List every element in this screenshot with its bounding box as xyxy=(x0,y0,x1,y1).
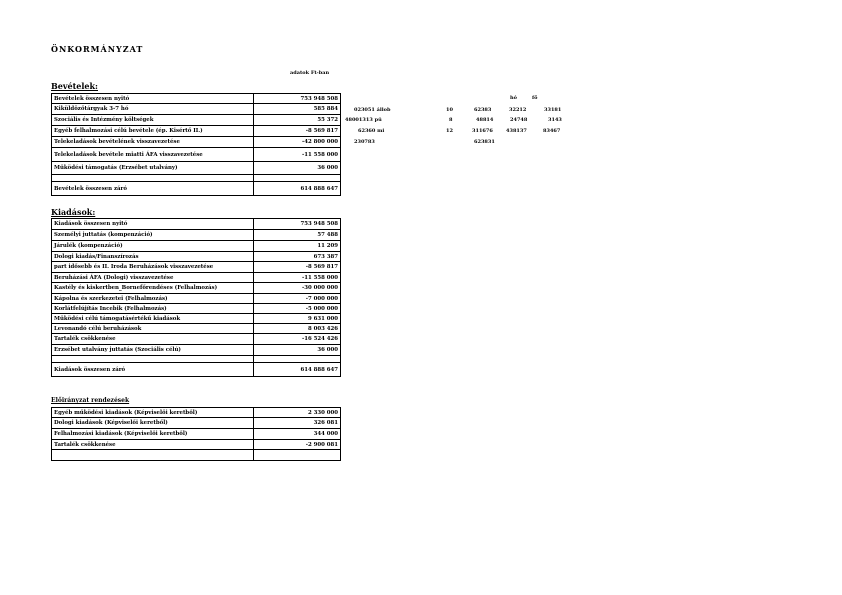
expenses-row-label: Működési célú támogatásértékű kiadások xyxy=(52,314,254,324)
income-row-label xyxy=(52,175,254,182)
transfers-row-value xyxy=(254,450,341,461)
income-row xyxy=(52,162,341,175)
expenses-row xyxy=(52,273,341,283)
aux-r1-c2: 10 xyxy=(446,107,453,113)
aux-r2-c1: 48001313 pü xyxy=(345,117,382,123)
expenses-row xyxy=(52,262,341,273)
income-row-value: 614 888 647 xyxy=(254,182,341,196)
expenses-row xyxy=(52,294,341,304)
aux-r3-c1: 62360 mi xyxy=(358,128,385,134)
income-table xyxy=(51,93,341,196)
expenses-row-label xyxy=(52,356,254,363)
income-row-value: -11 558 000 xyxy=(254,148,341,162)
expenses-row xyxy=(52,334,341,345)
aux-r2-c5: 3143 xyxy=(548,117,562,123)
transfers-row xyxy=(52,440,341,450)
expenses-row xyxy=(52,314,341,324)
expenses-row-label: Tartalék csökkenése xyxy=(52,334,254,345)
aux-r1-c1: 023051 állob xyxy=(354,107,391,113)
transfers-row-value: 344 000 xyxy=(254,429,341,440)
aux-r1-c5: 33181 xyxy=(544,107,562,113)
transfers-row-label: Dologi kiadások (Képviselői keretből) xyxy=(52,418,254,429)
transfers-row-value: 326 081 xyxy=(254,418,341,429)
expenses-row-value: -5 000 000 xyxy=(254,304,341,314)
expenses-row-value: -8 569 817 xyxy=(254,262,341,273)
expenses-row xyxy=(52,230,341,241)
aux-header-person: fő xyxy=(532,95,538,101)
aux-r1-c4: 32212 xyxy=(509,107,527,113)
expenses-row xyxy=(52,252,341,262)
income-row-value: -8 569 817 xyxy=(254,126,341,137)
transfers-row-label xyxy=(52,450,254,461)
income-row xyxy=(52,115,341,126)
expenses-row xyxy=(52,324,341,334)
aux-r2-c4: 24748 xyxy=(510,117,528,123)
transfers-row-label: Tartalék csökkenése xyxy=(52,440,254,450)
transfers-row-value: -2 900 081 xyxy=(254,440,341,450)
aux-header-month: hó xyxy=(510,95,517,101)
expenses-row-label: Korlátfelújítás Incebik (Felhalmozás) xyxy=(52,304,254,314)
expenses-row-label: Beruházási ÁFA (Dologi) visszavezetése xyxy=(52,273,254,283)
aux-r3-c2: 12 xyxy=(446,128,453,134)
transfers-row xyxy=(52,450,341,461)
transfers-heading: Előirányzat rendezések xyxy=(51,397,130,404)
expenses-row xyxy=(52,363,341,377)
income-row xyxy=(52,137,341,148)
aux-r2-c3: 48814 xyxy=(476,117,494,123)
income-row-value xyxy=(254,175,341,182)
income-row-label: Telekeladások bevételének visszavezetése xyxy=(52,137,254,148)
unit-note: adatok Ft-ban xyxy=(290,70,330,76)
expenses-row-value: 57 488 xyxy=(254,230,341,241)
transfers-table xyxy=(51,407,341,461)
expenses-row-value: 8 003 426 xyxy=(254,324,341,334)
transfers-row xyxy=(52,408,341,418)
expenses-row xyxy=(52,219,341,230)
expenses-row-label: Személyi juttatás (kompenzáció) xyxy=(52,230,254,241)
income-row-value: 753 948 508 xyxy=(254,94,341,104)
expenses-row-label: Levonandó célú beruházások xyxy=(52,324,254,334)
transfers-row-label: Egyéb működési kiadások (Képviselői keretből) xyxy=(52,408,254,418)
expenses-row xyxy=(52,241,341,252)
expenses-row-value: 753 948 508 xyxy=(254,219,341,230)
expenses-row-label: Erzsébet utalvány juttatás (Szociális célú) xyxy=(52,345,254,356)
expenses-row-label: Kápolna és szerkezetei (Felhalmozás) xyxy=(52,294,254,304)
aux-r4-c1: 230783 xyxy=(354,139,375,145)
expenses-row xyxy=(52,356,341,363)
aux-r3-c4: 438137 xyxy=(506,128,527,134)
income-row-value: -42 800 000 xyxy=(254,137,341,148)
expenses-row xyxy=(52,283,341,294)
expenses-row xyxy=(52,304,341,314)
income-heading: Bevételek: xyxy=(51,81,98,91)
expenses-table xyxy=(51,218,341,377)
income-row-label: Kiküldözőtárgyak 3-7 hó xyxy=(52,104,254,115)
document-title: ÖNKORMÁNYZAT xyxy=(51,44,144,54)
income-row xyxy=(52,126,341,137)
income-row-label: Bevételek összesen nyitó xyxy=(52,94,254,104)
expenses-row-value: 9 631 000 xyxy=(254,314,341,324)
expenses-row-label: Dologi kiadás/Finanszírozás xyxy=(52,252,254,262)
income-row-label: Működési támogatás (Erzsébet utalvány) xyxy=(52,162,254,175)
expenses-row-value: 11 209 xyxy=(254,241,341,252)
income-row-label: Egyéb felhalmozási célú bevétele (ép. Kisértő II.) xyxy=(52,126,254,137)
expenses-row-label: Kastély és kiskertben_Bornefőrendéses (Felhalmozás) xyxy=(52,283,254,294)
transfers-row xyxy=(52,418,341,429)
expenses-row-value: 36 000 xyxy=(254,345,341,356)
income-row-label: Bevételek összesen záró xyxy=(52,182,254,196)
expenses-row-value: -11 558 000 xyxy=(254,273,341,283)
income-row xyxy=(52,94,341,104)
aux-r3-c5: 83467 xyxy=(543,128,561,134)
aux-r4-c2: 623831 xyxy=(474,139,495,145)
income-row xyxy=(52,182,341,196)
expenses-row-value: -16 524 426 xyxy=(254,334,341,345)
aux-r3-c3: 311676 xyxy=(472,128,493,134)
transfers-row-value: 2 330 000 xyxy=(254,408,341,418)
expenses-row-value xyxy=(254,356,341,363)
income-row-value: 36 000 xyxy=(254,162,341,175)
transfers-row xyxy=(52,429,341,440)
expenses-row-value: -30 000 000 xyxy=(254,283,341,294)
expenses-row-value: -7 000 000 xyxy=(254,294,341,304)
income-row-label: Szociális és Intézmény költségek xyxy=(52,115,254,126)
expenses-row-value: 614 888 647 xyxy=(254,363,341,377)
expenses-row-label: Járulék (kompenzáció) xyxy=(52,241,254,252)
income-row-value: 55 372 xyxy=(254,115,341,126)
income-row-value: 585 884 xyxy=(254,104,341,115)
income-row xyxy=(52,175,341,182)
income-row xyxy=(52,148,341,162)
income-row-label: Telekeladások bevétele miatti ÁFA visszavezetése xyxy=(52,148,254,162)
aux-r2-c2: 8 xyxy=(449,117,453,123)
aux-r1-c3: 62383 xyxy=(474,107,492,113)
expenses-heading: Kiadások: xyxy=(51,207,96,217)
expenses-row-label: Kiadások összesen nyitó xyxy=(52,219,254,230)
expenses-row-value: 673 387 xyxy=(254,252,341,262)
expenses-row xyxy=(52,345,341,356)
income-row xyxy=(52,104,341,115)
expenses-row-label: part idősebb és II. Iroda Beruházások visszavezetése xyxy=(52,262,254,273)
expenses-row-label: Kiadások összesen záró xyxy=(52,363,254,377)
transfers-row-label: Felhalmozási kiadások (Képviselői keretből) xyxy=(52,429,254,440)
